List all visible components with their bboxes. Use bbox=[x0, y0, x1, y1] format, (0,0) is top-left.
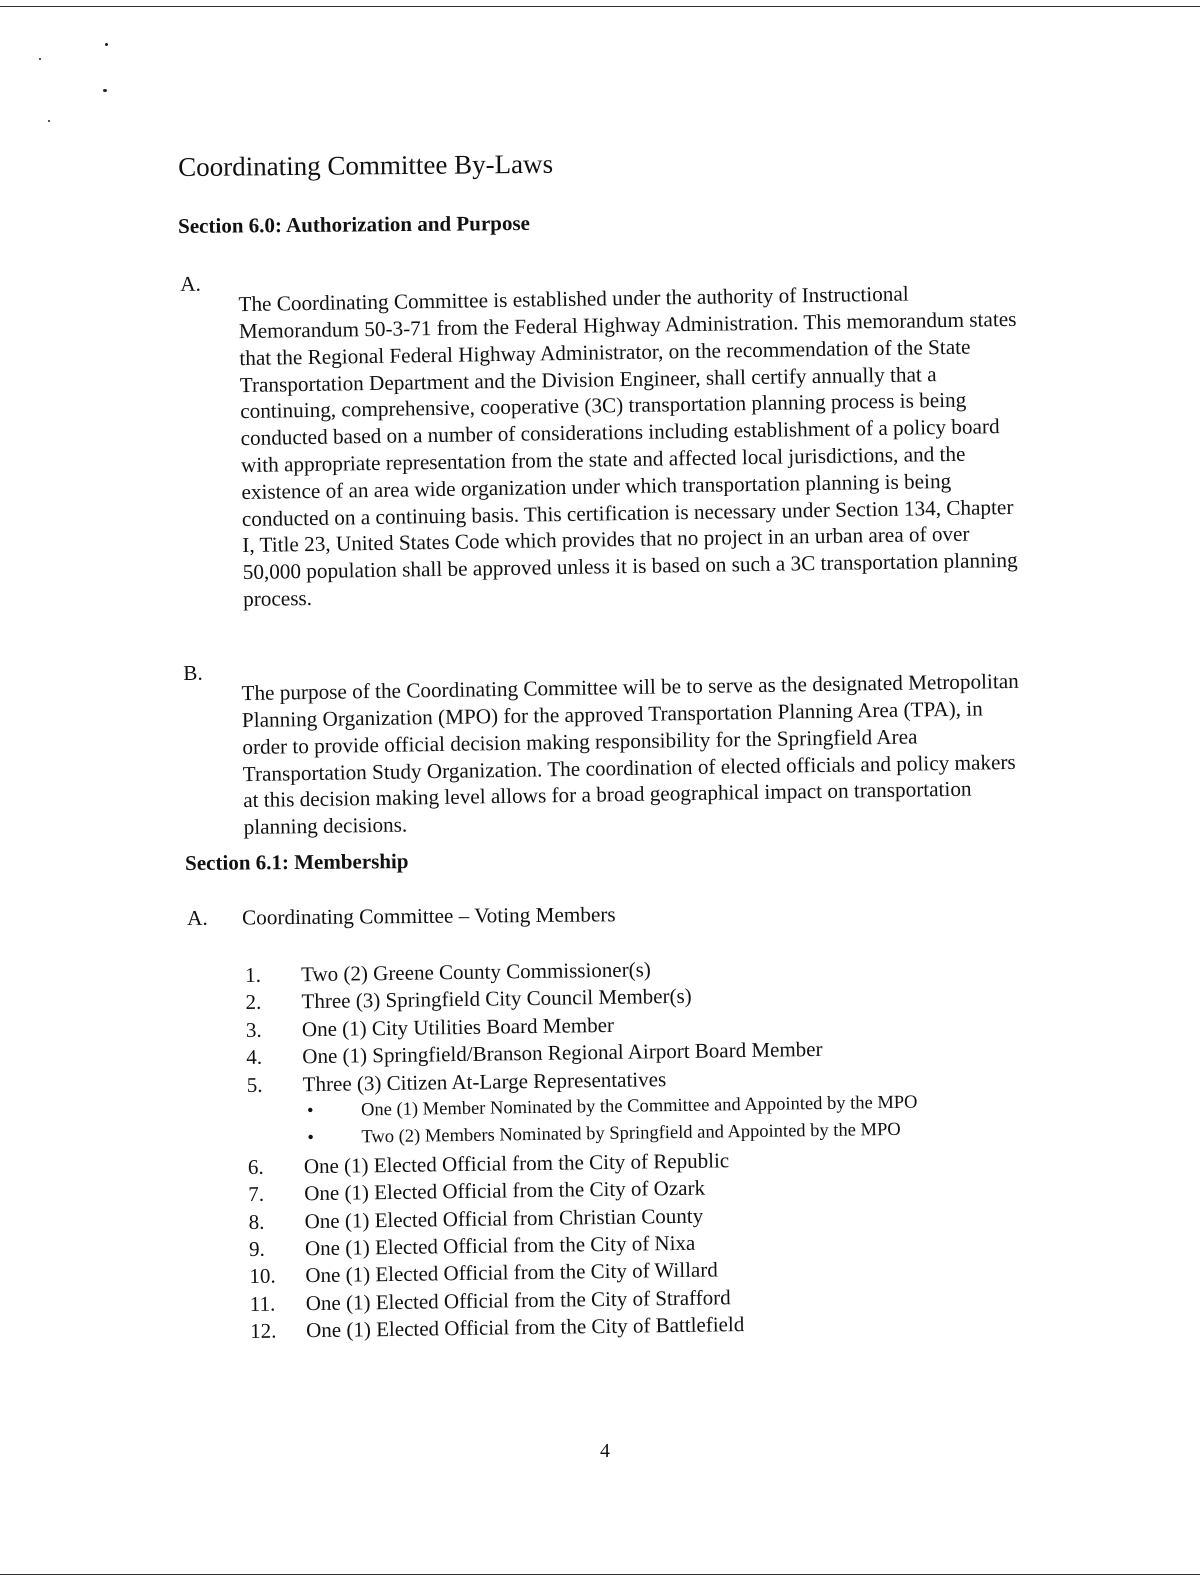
scan-speck bbox=[48, 120, 50, 122]
scan-speck bbox=[103, 89, 107, 92]
item-text: The Coordinating Committee is established under the authority of Instructional Memorandum 50-3-71 from the Federal Highway Administration. This memorandum states that the Regional Federal Highway Administrator, on the recommendation of the State Transportation Department and the Division Engineer, shall certify annually that a continuing, comprehensive, cooperative (3C) transportation planning process is being conducted based on a number of considerations including establishment of a policy board with appropriate representation from the state and affected local jurisdictions, and the existence of an area wide organization under which transportation planning is being conducted on a continuing basis. This certification is necessary under Section 134, Chapter I, Title 23, United States Code which provides that no project in an urban area of over 50,000 population shall be approved unless it is based on such a 3C transportation planning process. bbox=[238, 281, 1018, 612]
section-6-1-heading: Section 6.1: Membership bbox=[185, 849, 409, 875]
item-label: B. bbox=[183, 660, 203, 685]
list-item: 6. One (1) Elected Official from the City of Republic bbox=[247, 1147, 730, 1179]
scan-border-top bbox=[0, 6, 1200, 7]
list-item: 8. One (1) Elected Official from Christian County bbox=[248, 1203, 704, 1234]
list-item: 4. One (1) Springfield/Branson Regional Airport Board Member bbox=[246, 1037, 823, 1070]
scan-border-bottom bbox=[0, 1574, 1200, 1575]
document-title: Coordinating Committee By-Laws bbox=[178, 148, 554, 182]
list-subitem: • One (1) Member Nominated by the Committee and Appointed by the MPO bbox=[247, 1088, 1027, 1126]
bullet-icon: • bbox=[307, 1128, 315, 1149]
voting-members-list bbox=[245, 951, 1030, 1345]
section-6-1-subheading bbox=[187, 899, 887, 935]
section-6-0-item-a bbox=[180, 258, 1026, 631]
page-number: 4 bbox=[600, 1440, 610, 1462]
item-label: A. bbox=[180, 271, 201, 296]
list-item: 7. One (1) Elected Official from the City of Ozark bbox=[248, 1175, 706, 1207]
list-item: 11. One (1) Elected Official from the City of Strafford bbox=[249, 1284, 731, 1316]
list-item: 5. Three (3) Citizen At-Large Representatives bbox=[246, 1066, 667, 1097]
list-item: 9. One (1) Elected Official from the City of Nixa bbox=[248, 1230, 696, 1261]
subheading-text: Coordinating Committee – Voting Members bbox=[242, 902, 616, 930]
list-subitem: • Two (2) Members Nominated by Springfield and Appointed by the MPO bbox=[247, 1115, 1027, 1153]
subheading-label: A. bbox=[187, 905, 208, 930]
bullet-icon: • bbox=[306, 1101, 314, 1122]
list-item: 1. Two (2) Greene County Commissioner(s) bbox=[245, 957, 651, 987]
scan-speck bbox=[105, 43, 108, 46]
scan-speck bbox=[39, 58, 41, 60]
item-text: The purpose of the Coordinating Committee will be to serve as the designated Metropolitan Planning Organization (MPO) for the approved Transportation Planning Area (TPA), in order to provide official decision making responsibility for the Springfield Area Transportation Study Organization. The coordination of elected officials and policy makers at this decision making level allows for a broad geographical impact on transportation planning decisions. bbox=[241, 669, 1019, 840]
list-item: 2. Three (3) Springfield City Council Member(s) bbox=[245, 984, 692, 1015]
section-6-0-heading: Section 6.0: Authorization and Purpose bbox=[178, 210, 530, 238]
section-6-0-item-b bbox=[183, 647, 1026, 840]
list-item: 12. One (1) Elected Official from the City of Battlefield bbox=[249, 1312, 745, 1344]
list-item: 10. One (1) Elected Official from the City of Willard bbox=[249, 1257, 718, 1289]
list-item: 3. One (1) City Utilities Board Member bbox=[245, 1012, 615, 1042]
